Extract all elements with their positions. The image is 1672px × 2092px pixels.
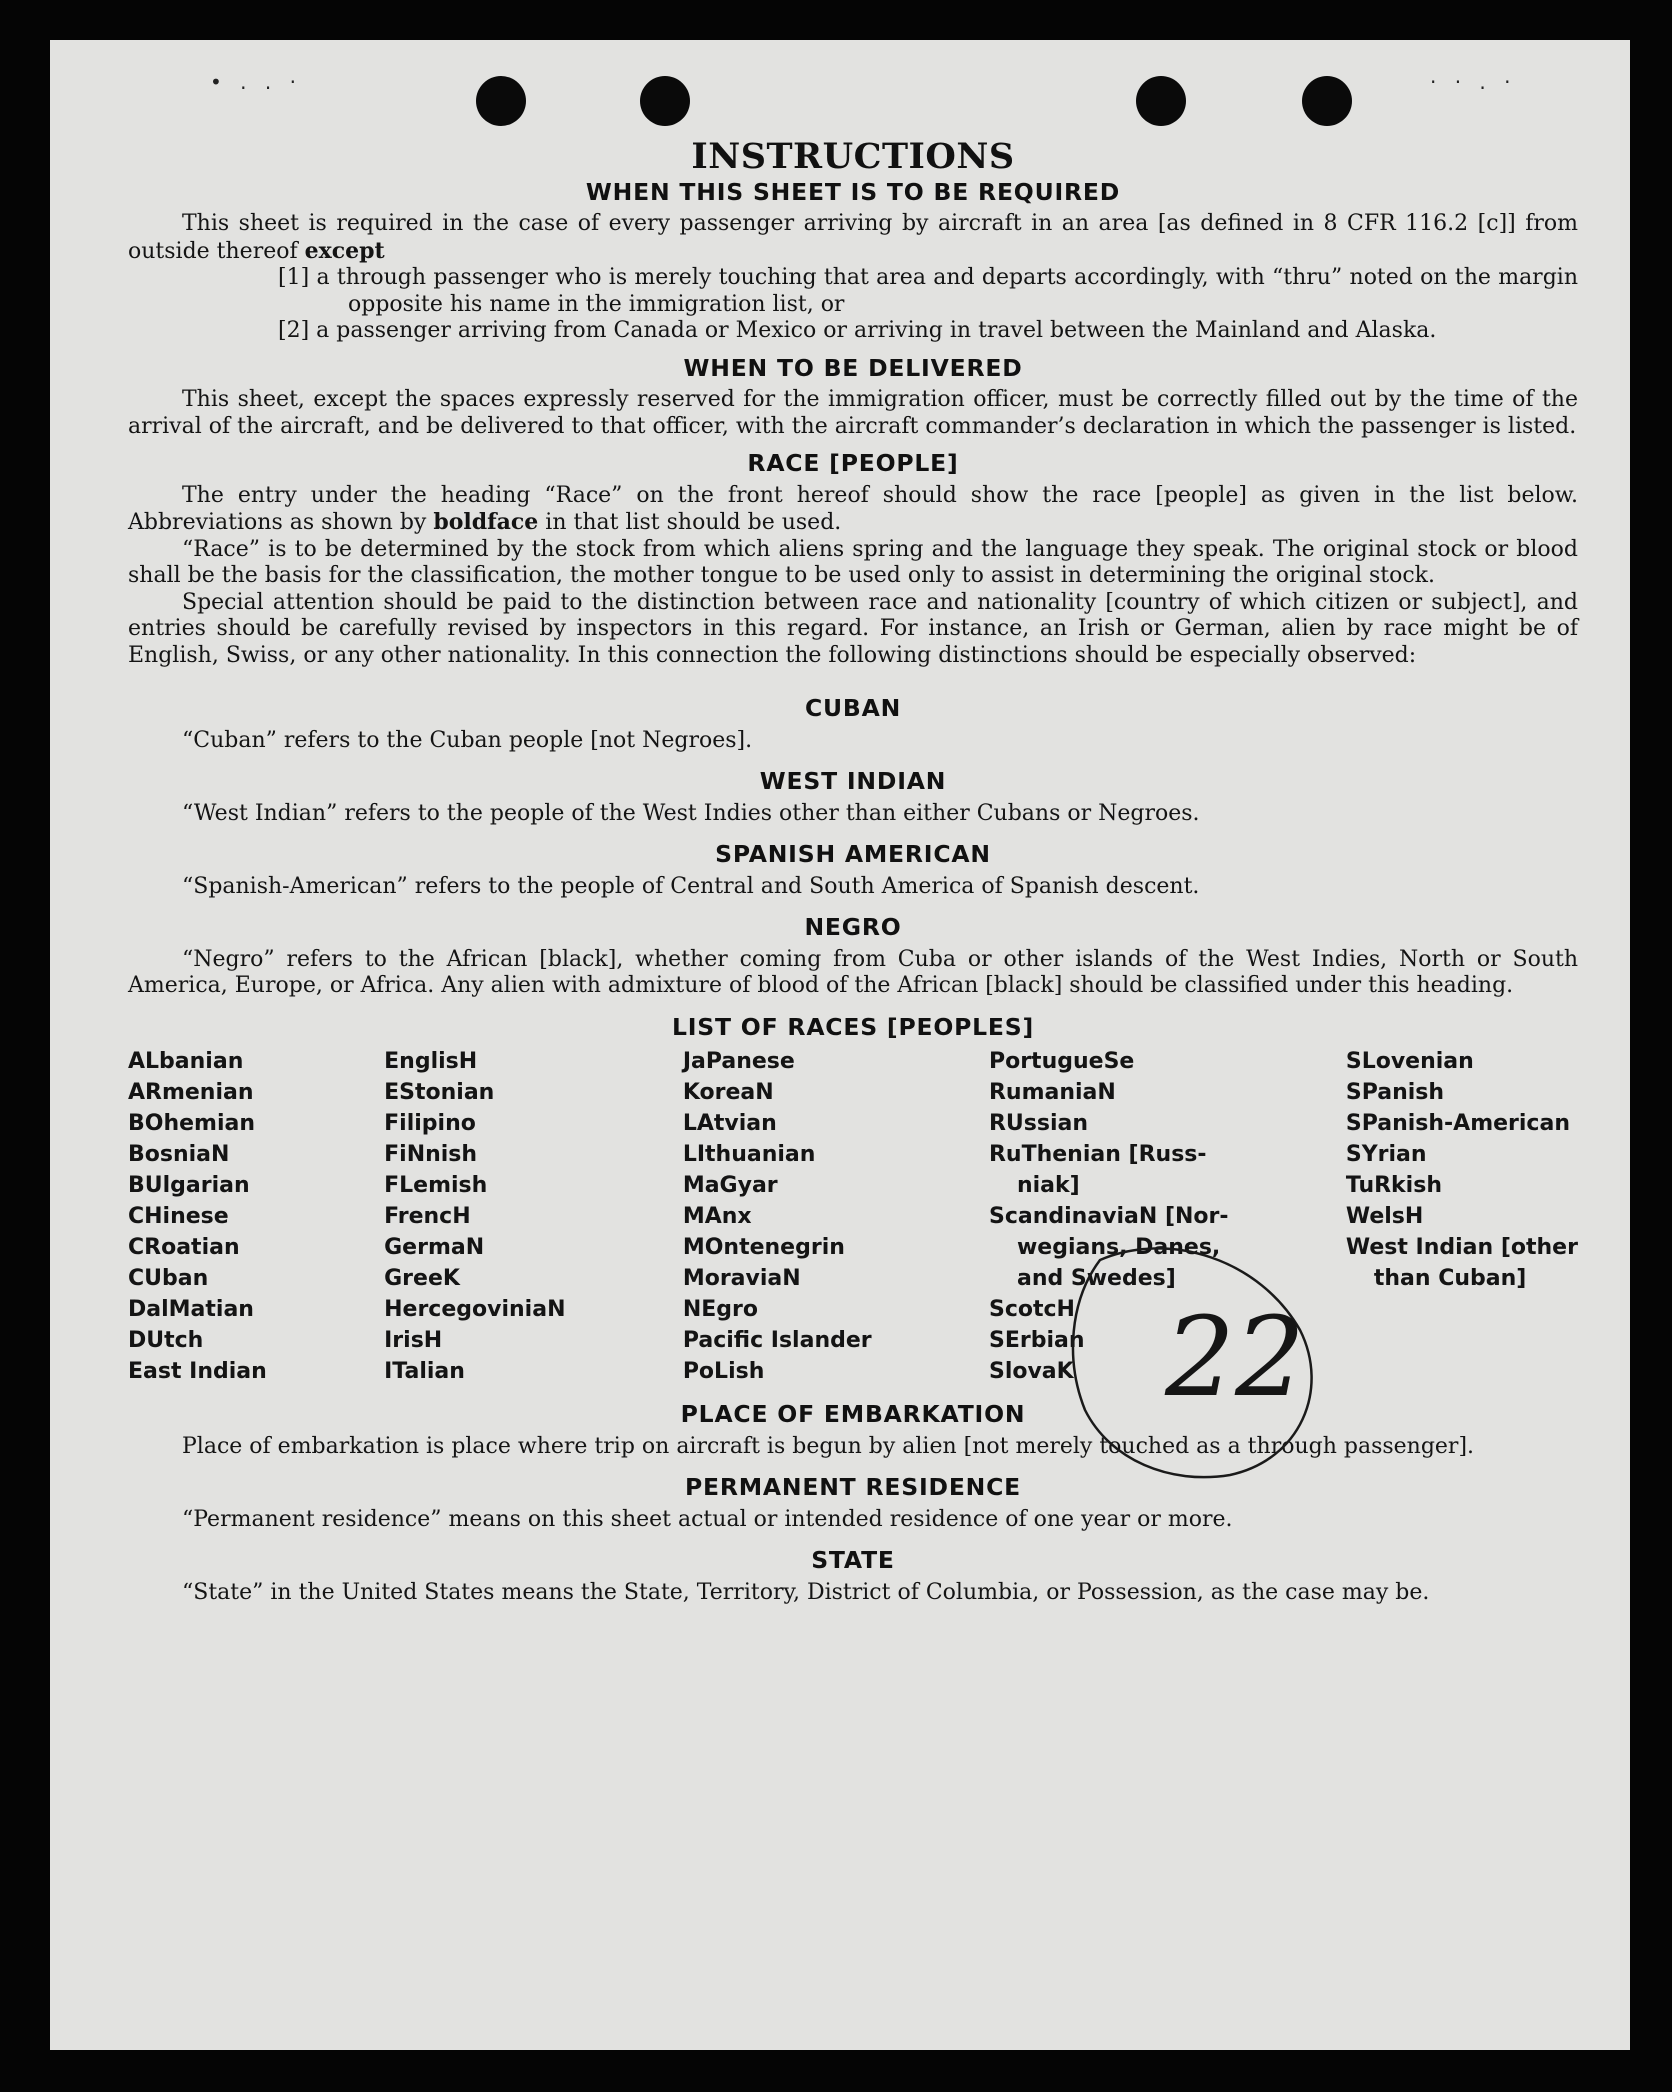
punch-hole-icon	[476, 76, 526, 126]
section-heading-residence: PERMANENT RESIDENCE	[684, 1473, 1022, 1501]
race-item: IrisH	[384, 1328, 443, 1353]
race-item: niak]	[1016, 1173, 1080, 1198]
race-item: Filipino	[384, 1111, 476, 1136]
race-item: MOntenegrin	[682, 1235, 845, 1260]
state-text: “State” in the United States means the State, Territory, District of Columbia, or Possession, as the case may be.	[182, 1579, 1430, 1605]
section-heading-race: RACE [PEOPLE]	[747, 449, 959, 477]
delivered-text: This sheet, except the spaces expressly reserved for the immigration officer, must be correctly filled out by the time of the arrival of the aircraft, and be delivered to that officer, with the aircraft commander’s declaration in which the passenger is listed.	[128, 387, 1578, 439]
race-item: wegians, Danes,	[1016, 1235, 1221, 1260]
west-indian-text: “West Indian” refers to the people of the West Indies other than either Cubans or Negroes.	[182, 800, 1200, 826]
race-item: than Cuban]	[1373, 1266, 1527, 1291]
section-heading-required: WHEN THIS SHEET IS TO BE REQUIRED	[585, 177, 1121, 206]
race-paragraph-1: The entry under the heading “Race” on the front hereof should show the race [people] as given in the list below. Abbreviations as shown by boldface in that list should be used.	[128, 482, 1578, 535]
races-list	[128, 1046, 1578, 1387]
race-item: RuThenian [Russ-	[988, 1142, 1207, 1167]
section-heading-cuban: CUBAN	[804, 694, 902, 722]
race-item: DUtch	[128, 1328, 204, 1353]
race-item: ARmenian	[128, 1080, 254, 1105]
race-item: SPanish	[1345, 1080, 1445, 1105]
race-item: ALbanian	[128, 1049, 244, 1074]
cuban-text: “Cuban” refers to the Cuban people [not Negroes].	[182, 727, 753, 753]
race-item: DalMatian	[128, 1297, 254, 1322]
race-item: Pacific Islander	[682, 1328, 872, 1353]
race-item: SErbian	[988, 1328, 1085, 1353]
race-paragraph-3: Special attention should be paid to the distinction between race and nationality [country of which citizen or subject], and entries should be carefully revised by inspectors in this regard. For instance, an Irish or German, alien by race might be of English, Swiss, or any other nationality. In this connection the following distinctions should be especially observed:	[128, 589, 1578, 668]
race-item: CRoatian	[128, 1235, 240, 1260]
race-item: PortugueSe	[988, 1049, 1135, 1074]
race-item: BOhemian	[128, 1111, 256, 1136]
handwritten-number: 22	[1165, 1293, 1305, 1421]
handwritten-circle-mark	[1060, 1220, 1325, 1485]
race-item: BosniaN	[128, 1142, 230, 1167]
instructions-body	[128, 136, 1578, 1606]
race-item: HercegoviniaN	[384, 1297, 566, 1322]
races-column-2	[384, 1046, 565, 1387]
section-heading-west-indian: WEST INDIAN	[759, 767, 947, 795]
race-item: SPanish-American	[1345, 1111, 1570, 1136]
race-item: PoLish	[682, 1359, 765, 1384]
section-heading-embarkation: PLACE OF EMBARKATION	[680, 1400, 1026, 1428]
section-heading-list-of-races: LIST OF RACES [PEOPLES]	[671, 1012, 1035, 1041]
race-item: GreeK	[384, 1266, 460, 1291]
page-title: INSTRUCTIONS	[691, 136, 1015, 177]
race-item: NEgro	[682, 1297, 758, 1322]
race-item: RumaniaN	[988, 1080, 1116, 1105]
race-item: BUlgarian	[128, 1173, 250, 1198]
race-item: SlovaK	[988, 1359, 1074, 1384]
race-item: EStonian	[384, 1080, 495, 1105]
race-item: and Swedes]	[1016, 1266, 1176, 1291]
punch-hole-icon	[1302, 76, 1352, 126]
race-item: KoreaN	[682, 1080, 774, 1105]
race-item: TuRkish	[1345, 1173, 1442, 1198]
race-item: FrencH	[384, 1204, 471, 1229]
race-item: MaGyar	[682, 1173, 778, 1198]
required-intro: This sheet is required in the case of every passenger arriving by aircraft in an area [as defined in 8 CFR 116.2 [c]] from outside thereof except	[128, 211, 1578, 264]
race-item: LAtvian	[682, 1111, 777, 1136]
race-item: West Indian [other	[1345, 1235, 1578, 1260]
section-heading-spanish-american: SPANISH AMERICAN	[715, 840, 991, 868]
section-heading-delivered: WHEN TO BE DELIVERED	[683, 353, 1023, 382]
race-item: MoraviaN	[682, 1266, 801, 1291]
race-item: MAnx	[682, 1204, 752, 1229]
race-paragraph-2: “Race” is to be determined by the stock from which aliens spring and the language they speak. The original stock or blood shall be the basis for the classification, the mother tongue to be used only to assist in determining the original stock.	[128, 536, 1578, 588]
required-item-1: [1] a through passenger who is merely touching that area and departs accordingly, with “thru” noted on the margin opposite his name in the immigration list, or	[278, 265, 1578, 317]
section-heading-negro: NEGRO	[804, 913, 902, 941]
race-item: CUban	[128, 1266, 209, 1291]
races-column-5	[1346, 1046, 1578, 1387]
race-item: SYrian	[1345, 1142, 1427, 1167]
races-column-3	[683, 1046, 872, 1387]
negro-text: “Negro” refers to the African [black], whether coming from Cuba or other islands of the West Indies, North or South America, Europe, or Africa. Any alien with admixture of blood of the African [black] should be classified under this heading.	[128, 946, 1578, 998]
race-item: ITalian	[384, 1359, 465, 1384]
punch-hole-icon	[1136, 76, 1186, 126]
required-item-2: [2] a passenger arriving from Canada or Mexico or arriving in travel between the Mainland and Alaska.	[278, 318, 1437, 343]
residence-text: “Permanent residence” means on this sheet actual or intended residence of one year or more.	[182, 1506, 1233, 1532]
speck-marks-icon: · · . ·	[1430, 70, 1517, 94]
race-item: FiNnish	[384, 1142, 478, 1167]
race-item: JaPanese	[682, 1049, 795, 1074]
race-item: ScandinaviaN [Nor-	[988, 1204, 1229, 1229]
race-item: SLovenian	[1345, 1049, 1474, 1074]
speck-marks-icon: • . . ·	[210, 70, 302, 94]
document-page	[50, 40, 1630, 2050]
race-item: EnglisH	[384, 1049, 478, 1074]
race-item: GermaN	[384, 1235, 485, 1260]
race-item: WelsH	[1345, 1204, 1424, 1229]
race-item: FLemish	[384, 1173, 488, 1198]
embarkation-text: Place of embarkation is place where trip on aircraft is begun by alien [not merely touched as a through passenger].	[182, 1433, 1475, 1459]
spanish-american-text: “Spanish-American” refers to the people of Central and South America of Spanish descent.	[182, 873, 1200, 899]
race-item: East Indian	[128, 1359, 267, 1384]
race-item: RUssian	[988, 1111, 1089, 1136]
race-item: ScotcH	[988, 1297, 1075, 1322]
section-heading-state: STATE	[811, 1546, 895, 1574]
race-item: LIthuanian	[682, 1142, 816, 1167]
races-column-1	[128, 1046, 267, 1387]
race-item: CHinese	[128, 1204, 229, 1229]
punch-hole-icon	[640, 76, 690, 126]
